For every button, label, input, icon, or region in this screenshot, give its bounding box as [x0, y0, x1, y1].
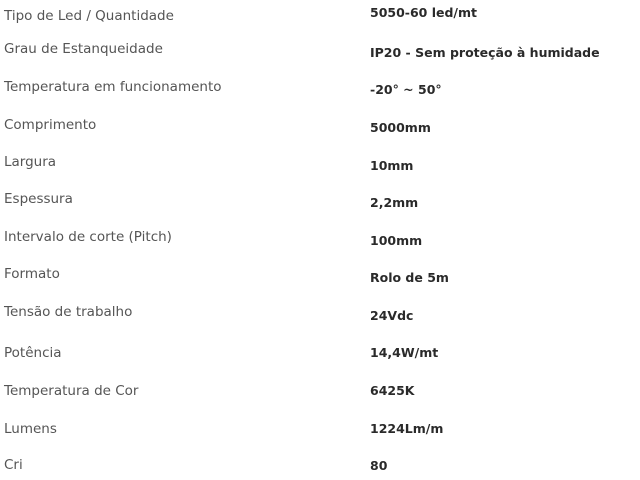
spec-value: 5000mm	[370, 120, 431, 135]
spec-value: -20° ~ 50°	[370, 82, 442, 97]
spec-value: 6425K	[370, 383, 415, 398]
spec-label: Tipo de Led / Quantidade	[4, 8, 174, 24]
spec-value: 10mm	[370, 158, 414, 173]
spec-label: Temperatura de Cor	[4, 383, 139, 399]
spec-label: Cri	[4, 457, 23, 473]
spec-label: Potência	[4, 345, 62, 361]
spec-value: Rolo de 5m	[370, 270, 449, 285]
spec-label: Lumens	[4, 421, 57, 437]
spec-label: Intervalo de corte (Pitch)	[4, 229, 172, 245]
spec-label: Formato	[4, 266, 60, 282]
spec-value: IP20 - Sem proteção à humidade	[370, 45, 600, 60]
spec-label: Comprimento	[4, 117, 97, 133]
spec-value: 14,4W/mt	[370, 345, 439, 360]
spec-value: 100mm	[370, 233, 423, 248]
spec-label: Grau de Estanqueidade	[4, 41, 163, 57]
spec-label: Tensão de trabalho	[4, 304, 133, 320]
spec-value: 80	[370, 458, 388, 473]
spec-label: Espessura	[4, 191, 73, 207]
spec-value: 5050-60 led/mt	[370, 5, 478, 20]
spec-value: 24Vdc	[370, 308, 414, 323]
spec-label: Largura	[4, 154, 57, 170]
spec-value: 1224Lm/m	[370, 421, 444, 436]
spec-label: Temperatura em funcionamento	[4, 79, 222, 95]
spec-value: 2,2mm	[370, 195, 419, 210]
